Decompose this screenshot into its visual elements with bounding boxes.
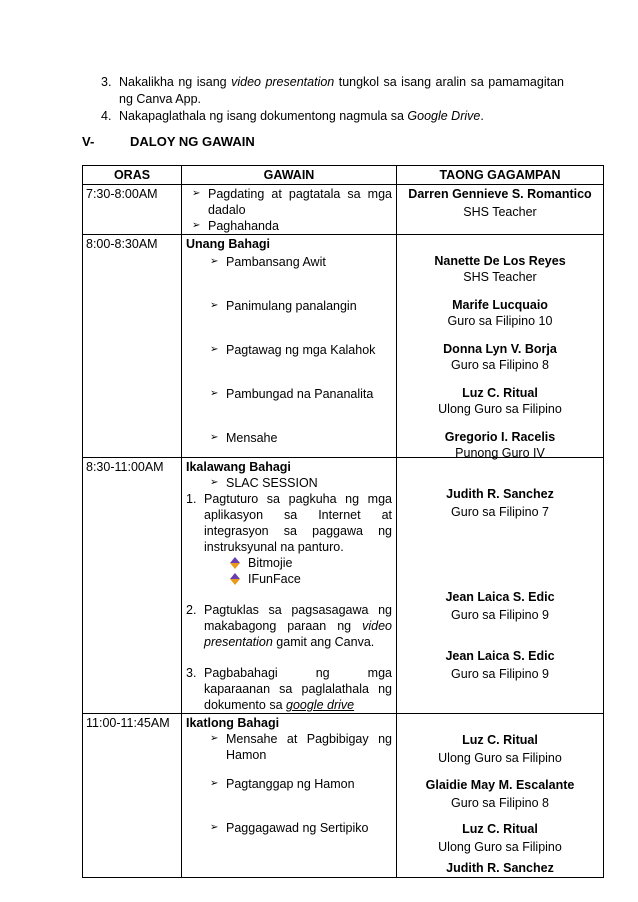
sub-item-text: IFunFace — [248, 572, 301, 586]
person-entry — [400, 777, 600, 811]
numbered-item — [186, 665, 392, 713]
part-heading: Ikatlong Bahagi — [186, 716, 280, 730]
person-role: Guro sa Filipino 9 — [451, 667, 549, 681]
list-item — [186, 218, 392, 234]
person-name: Judith R. Sanchez — [446, 861, 554, 875]
person-entry — [400, 253, 600, 285]
objective-item-4 — [101, 108, 564, 125]
person-entry — [400, 429, 600, 461]
part-heading: Unang Bahagi — [186, 237, 271, 251]
objective-text: Nakalikha ng isang — [119, 75, 232, 89]
objective-number: 3. — [101, 75, 112, 89]
activity-text: Paghahanda — [208, 219, 279, 233]
arrow-bullet-icon: ➢ — [210, 432, 219, 443]
list-item — [204, 342, 392, 358]
arrow-bullet-icon: ➢ — [210, 388, 219, 399]
person-role: Guro sa Filipino 8 — [451, 796, 549, 810]
table-row — [83, 185, 604, 235]
list-item — [204, 475, 392, 491]
person-entry — [400, 341, 600, 373]
item-number: 3. — [186, 666, 197, 680]
objective-text: Nakapaglathala ng isang dokumentong nagmula sa — [119, 109, 408, 123]
arrow-bullet-icon: ➢ — [210, 344, 219, 355]
list-item — [204, 254, 392, 270]
activity-text: Pambansang Awit — [226, 255, 326, 269]
person-entry — [400, 385, 600, 417]
list-item — [204, 298, 392, 314]
person-entry — [400, 732, 600, 766]
person-name: Luz C. Ritual — [462, 386, 538, 400]
arrow-bullet-icon: ➢ — [210, 822, 219, 833]
item-number: 2. — [186, 603, 197, 617]
activity-text: Mensahe — [226, 431, 278, 445]
activity-text: Panimulang panalangin — [226, 299, 357, 313]
person-entry — [400, 648, 600, 682]
activity-text: Paggagawad ng Sertipiko — [226, 821, 369, 835]
person-role: Guro sa Filipino 10 — [447, 314, 553, 328]
activity-cell — [182, 714, 397, 878]
arrow-bullet-icon: ➢ — [210, 256, 219, 267]
item-number: 1. — [186, 492, 197, 506]
activity-text: Pagtuturo sa pagkuha ng mga aplikasyon sa Internet at integrasyon sa paggawa ng instruksyunal na panturo. — [204, 492, 392, 554]
person-name: Luz C. Ritual — [462, 822, 538, 836]
activity-emphasis: video presentation — [204, 619, 392, 649]
person-role: SHS Teacher — [463, 270, 537, 284]
person-name: Judith R. Sanchez — [446, 487, 554, 501]
activity-cell — [182, 235, 397, 458]
person-role: Ulong Guro sa Filipino — [438, 840, 562, 854]
activity-text: gamit ang Canva. — [272, 635, 375, 649]
arrow-bullet-icon: ➢ — [210, 778, 219, 789]
sub-item — [186, 571, 392, 587]
person-cell — [397, 714, 604, 878]
objective-text: tungkol sa isang aralin sa pamamagitan ng Canva App. — [119, 75, 564, 106]
sub-item — [186, 555, 392, 571]
person-cell — [397, 235, 604, 458]
list-item — [204, 820, 392, 836]
activity-text: SLAC SESSION — [226, 476, 318, 490]
person-name: Gregorio I. Racelis — [444, 430, 556, 444]
table-row — [83, 235, 604, 458]
arrow-bullet-icon: ➢ — [192, 188, 201, 199]
activity-text: Pambungad na Pananalita — [226, 387, 374, 401]
header-taong-gagampan: TAONG GAGAMPAN — [397, 166, 604, 185]
objective-number: 4. — [101, 109, 112, 123]
person-role: Ulong Guro sa Filipino — [438, 751, 562, 765]
section-heading — [82, 134, 255, 149]
activity-emphasis: google drive — [286, 698, 355, 712]
person-entry — [400, 486, 600, 520]
person-entry — [400, 821, 600, 855]
arrow-updown-icon — [230, 557, 240, 569]
activity-text: Mensahe at Pagbibigay ng Hamon — [226, 732, 392, 762]
schedule-table — [82, 165, 604, 878]
time-cell: 8:30-11:00AM — [83, 458, 182, 714]
section-number: V- — [82, 134, 95, 149]
time-cell: 7:30-8:00AM — [83, 185, 182, 235]
person-role: SHS Teacher — [463, 205, 537, 219]
activity-text: Pagtawag ng mga Kalahok — [226, 343, 376, 357]
activity-text: Pagtanggap ng Hamon — [226, 777, 355, 791]
list-item — [204, 386, 392, 402]
activity-cell — [182, 458, 397, 714]
time-cell: 8:00-8:30AM — [83, 235, 182, 458]
list-item — [204, 430, 392, 446]
header-gawain: GAWAIN — [182, 166, 397, 185]
objective-item-3 — [101, 74, 564, 108]
objective-text: . — [480, 109, 484, 123]
person-name: Luz C. Ritual — [462, 733, 538, 747]
objective-emphasis: video presentation — [231, 75, 335, 89]
person-name: Glaidie May M. Escalante — [425, 778, 575, 792]
person-name: Nanette De Los Reyes — [434, 254, 566, 268]
activity-cell — [182, 185, 397, 235]
activity-text: Pagdating at pagtatala sa mga dadalo — [208, 187, 392, 217]
person-name: Jean Laica S. Edic — [445, 649, 555, 663]
person-role: Guro sa Filipino 9 — [451, 608, 549, 622]
person-role: Guro sa Filipino 8 — [451, 358, 549, 372]
person-name: Donna Lyn V. Borja — [443, 342, 557, 356]
part-heading: Ikalawang Bahagi — [186, 460, 291, 474]
person-name: Marife Lucquaio — [452, 298, 548, 312]
arrow-bullet-icon: ➢ — [210, 733, 219, 744]
time-cell: 11:00-11:45AM — [83, 714, 182, 878]
list-item — [204, 776, 392, 792]
person-entry — [400, 297, 600, 329]
person-cell — [397, 458, 604, 714]
numbered-item — [186, 491, 392, 555]
person-role: Guro sa Filipino 7 — [451, 505, 549, 519]
list-item — [186, 186, 392, 218]
table-header-row — [83, 166, 604, 185]
person-name: Jean Laica S. Edic — [445, 590, 555, 604]
person-cell — [397, 185, 604, 235]
arrow-updown-icon — [230, 573, 240, 585]
sub-item-text: Bitmojie — [248, 556, 293, 570]
arrow-bullet-icon: ➢ — [210, 477, 219, 488]
person-entry — [400, 589, 600, 623]
arrow-bullet-icon: ➢ — [192, 220, 201, 231]
activity-text: Pagbabahagi ng mga kaparaanan sa paglalathala ng dokumento sa — [204, 666, 392, 712]
numbered-item — [186, 602, 392, 650]
list-item — [204, 731, 392, 763]
arrow-bullet-icon: ➢ — [210, 300, 219, 311]
activity-text: Pagtuklas sa pagsasagawa ng makabagong paraan ng — [204, 603, 392, 633]
section-title: DALOY NG GAWAIN — [130, 134, 255, 149]
table-row — [83, 458, 604, 714]
header-oras: ORAS — [83, 166, 182, 185]
person-role: Ulong Guro sa Filipino — [438, 402, 562, 416]
table-row — [83, 714, 604, 878]
person-role: Punong Guro IV — [455, 446, 545, 460]
person-name: Darren Gennieve S. Romantico — [408, 187, 592, 201]
objective-emphasis: Google Drive — [407, 109, 481, 123]
